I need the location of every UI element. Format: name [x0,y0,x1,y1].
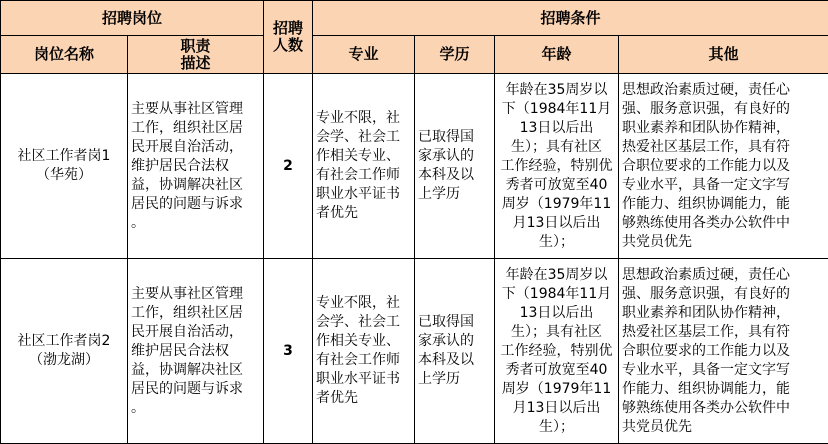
education-cell: 已取得国 家承认的 本科及以 上学历 [415,74,495,259]
header-headcount: 招聘 人数 [264,1,313,74]
table-row [1,259,828,444]
header-group-conditions: 招聘条件 [313,1,828,36]
header-major: 专业 [313,36,415,74]
age-cell: 年龄在35周岁以 下（1984年11月 13日以后出 生）；具有社区 工作经验，特别优 秀者可放宽至40 周岁（1979年11 月13日以后出 生）； [495,74,619,259]
header-other: 其他 [619,36,828,74]
header-age: 年龄 [495,36,619,74]
position-name-cell: 社区工作者岗2 （渤龙湖） [1,259,128,444]
education-cell: 已取得国 家承认的 本科及以 上学历 [415,259,495,444]
header-education: 学历 [415,36,495,74]
major-cell: 专业不限，社 会学、社会工 作相关专业、 有社会工作师 职业水平证书 者优先 [313,259,415,444]
position-name-cell: 社区工作者岗1 （华苑） [1,74,128,259]
other-cell: 思想政治素质过硬，责任心 强、服务意识强，有良好的 职业素养和团队协作精神， 热爱社区基层工作，具有符 合职位要求的工作能力以及 专业水平，具备一定文字写 作能力、组织协调能力，能 够熟练使用各类办公软件中 共党员优先 [619,259,828,444]
headcount-cell: 3 [264,259,313,444]
header-duties: 职责 描述 [128,36,264,74]
other-cell: 思想政治素质过硬，责任心 强、服务意识强，有良好的 职业素养和团队协作精神， 热爱社区基层工作，具有符 合职位要求的工作能力以及 专业水平，具备一定文字写 作能力、组织协调能力，能 够熟练使用各类办公软件中 共党员优先 [619,74,828,259]
major-cell: 专业不限，社 会学、社会工 作相关专业、 有社会工作师 职业水平证书 者优先 [313,74,415,259]
table-row [1,74,828,259]
header-row-columns [1,36,828,74]
header-group-position: 招聘岗位 [1,1,264,36]
header-row-group [1,1,828,36]
header-position-name: 岗位名称 [1,36,128,74]
duties-cell: 主要从事社区管理 工作，组织社区居 民开展自治活动， 维护居民合法权 益，协调解决社区 居民的问题与诉求 。 [128,74,264,259]
age-cell: 年龄在35周岁以 下（1984年11月 13日以后出 生）；具有社区 工作经验，特别优 秀者可放宽至40 周岁（1979年11 月13日以后出 生）； [495,259,619,444]
duties-cell: 主要从事社区管理 工作，组织社区居 民开展自治活动， 维护居民合法权 益，协调解决社区 居民的问题与诉求 。 [128,259,264,444]
headcount-cell: 2 [264,74,313,259]
